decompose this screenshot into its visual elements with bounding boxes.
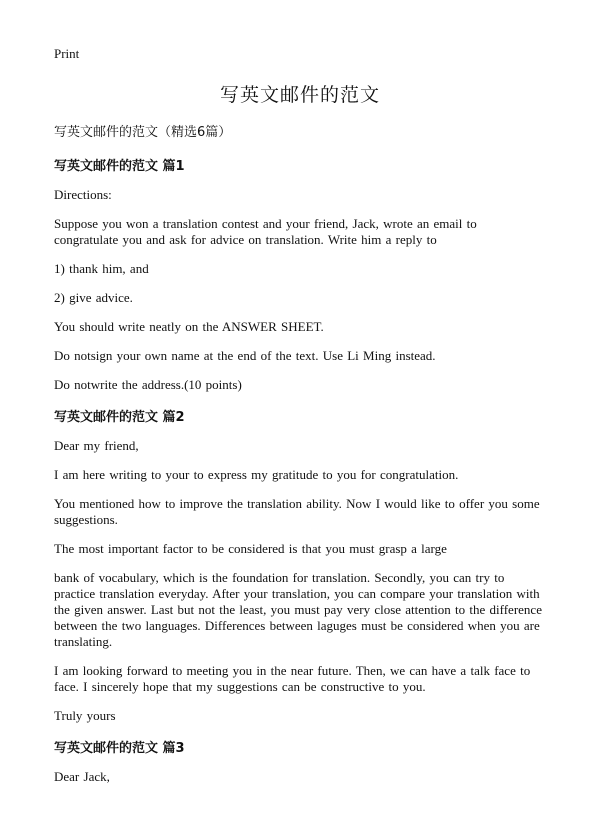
paragraph: 1) thank him, and (54, 261, 149, 276)
paragraph: 2) give advice. (54, 290, 133, 305)
paragraph: Suppose you won a translation contest and your friend, Jack, wrote an email to congratulate you and ask for advice on translation. Write him a reply to (54, 216, 477, 247)
section-heading-1: 写英文邮件的范文 篇1 (54, 159, 185, 174)
paragraph: You mentioned how to improve the translation ability. Now I would like to offer you some suggestions. (54, 496, 540, 527)
paragraph: I am here writing to your to express my gratitude to you for congratulation. (54, 467, 459, 482)
document-body (54, 121, 544, 798)
paragraph: Directions: (54, 187, 112, 202)
paragraph: Truly yours (54, 708, 116, 723)
print-label[interactable]: Print (54, 46, 80, 61)
document-title: 写英文邮件的范文 (219, 84, 380, 106)
paragraph: Dear Jack, (54, 769, 110, 784)
paragraph: bank of vocabulary, which is the foundation for translation. Secondly, you can try to practice translation everyday. After your translation, you can compare your translation with the given answer. Last but not the least, you must pay very close attention to the difference between the two languages. Differences between laguges must be considered when you are translating. (54, 570, 542, 649)
paragraph: Do notwrite the address.(10 points) (54, 377, 242, 392)
paragraph: You should write neatly on the ANSWER SHEET. (54, 319, 324, 334)
section-heading-2: 写英文邮件的范文 篇2 (54, 410, 185, 425)
section-heading-3: 写英文邮件的范文 篇3 (54, 741, 185, 756)
paragraph: Do notsign your own name at the end of the text. Use Li Ming instead. (54, 348, 436, 363)
paragraph: I am looking forward to meeting you in the near future. Then, we can have a talk face to face. I sincerely hope that my suggestions can be constructive to you. (54, 663, 531, 694)
paragraph: Dear my friend, (54, 438, 139, 453)
document-subtitle: 写英文邮件的范文（精选6篇） (54, 125, 232, 140)
paragraph: The most important factor to be considered is that you must grasp a large (54, 541, 447, 556)
